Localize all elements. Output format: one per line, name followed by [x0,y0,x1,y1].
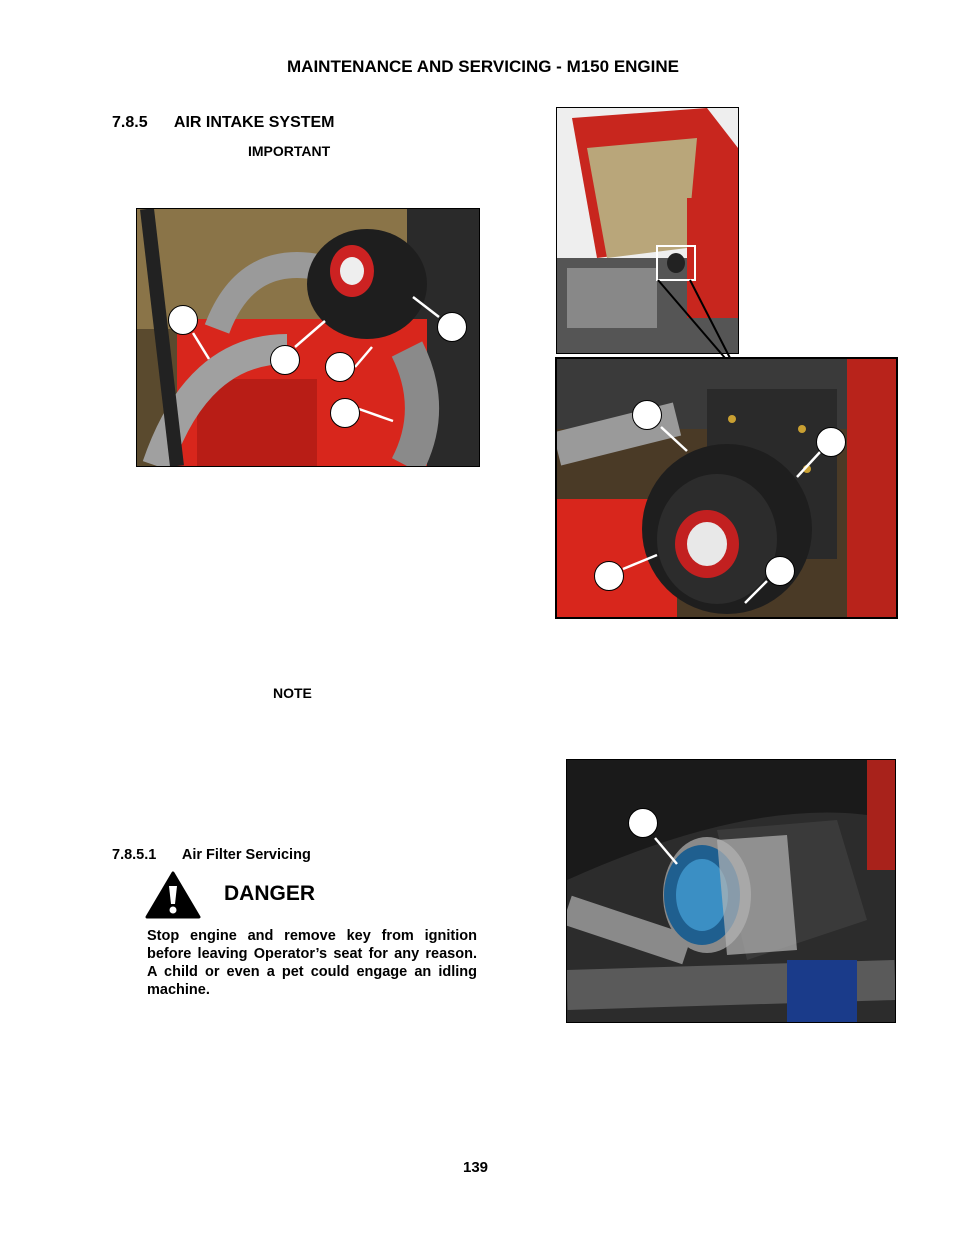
callout-circle [816,427,846,457]
callout-circle [168,305,198,335]
section-heading [112,114,335,132]
callout-circle [632,400,662,430]
callout-circle [270,345,300,375]
callout-circle [765,556,795,586]
note-label: NOTE [273,685,312,701]
callout-circle [330,398,360,428]
danger-message: Stop engine and remove key from ignition before leaving Operator’s seat for any reason. A child or even a pet could engage an idling machine. [147,928,477,998]
callout-circle [594,561,624,591]
warning-triangle-icon [145,870,201,920]
callout-circle [437,312,467,342]
section-number: 7.8.5 [112,114,148,131]
callout-circle [325,352,355,382]
danger-title: DANGER [224,882,316,905]
subsection-heading [112,847,311,863]
callout-circle [628,808,658,838]
air-filter-element-photo [566,759,896,1023]
section-title: AIR INTAKE SYSTEM [173,114,335,131]
zoom-connector-lines [640,270,740,370]
subsection-number: 7.8.5.1 [112,847,157,863]
page-header: MAINTENANCE AND SERVICING - M150 ENGINE [287,57,679,76]
page-number: 139 [463,1159,489,1176]
subsection-title: Air Filter Servicing [181,847,311,863]
air-cleaner-detail-photo [555,357,898,619]
important-label: IMPORTANT [248,143,331,159]
engine-air-intake-photo [136,208,480,467]
